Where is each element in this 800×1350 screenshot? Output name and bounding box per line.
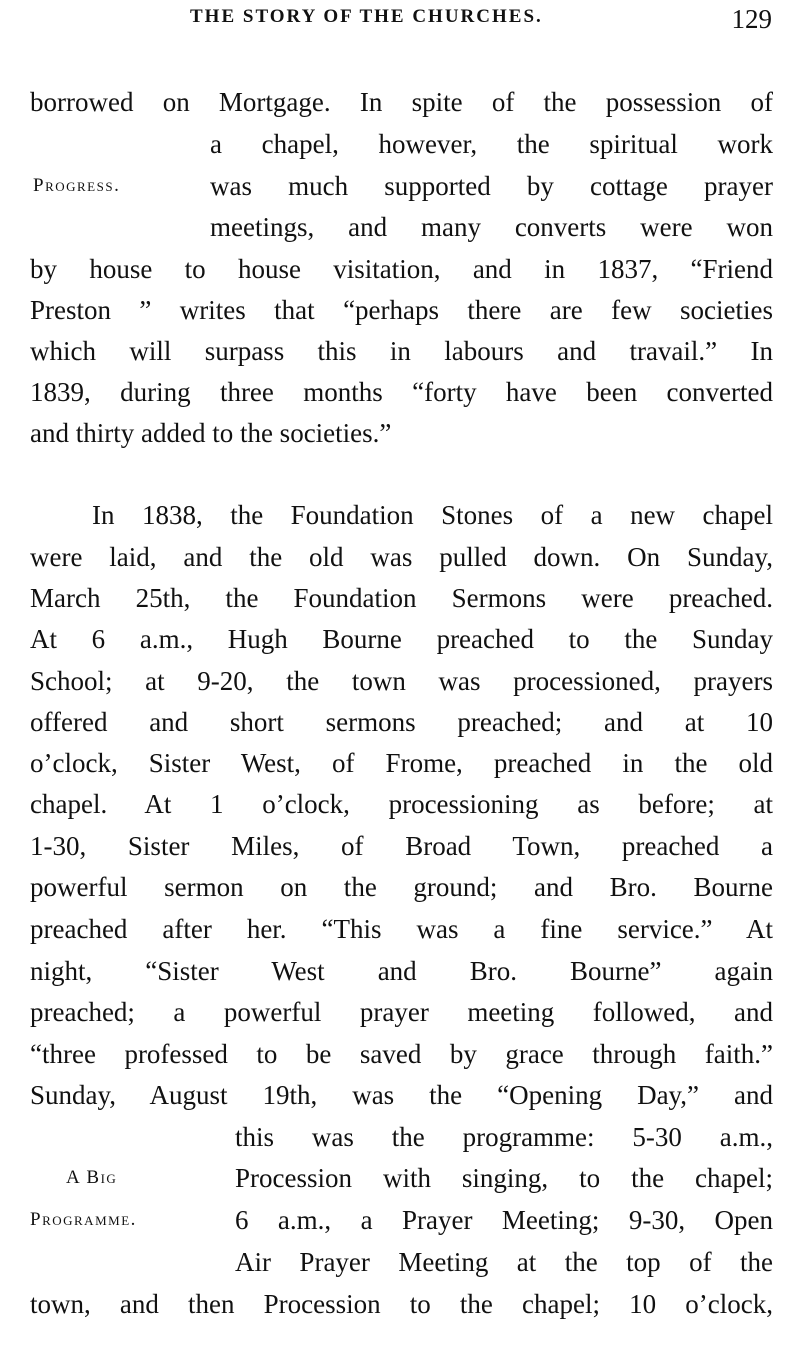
text-line: borrowed on Mortgage. In spite of the possession of: [30, 87, 773, 117]
text-line: night, “Sister West and Bro. Bourne” again: [30, 956, 773, 986]
page-number: 129: [731, 4, 772, 34]
text-line: Sunday, August 19th, was the “Opening Day,” and: [30, 1080, 773, 1110]
text-line: Procession with singing, to the chapel;: [235, 1163, 773, 1193]
text-line: Air Prayer Meeting at the top of the: [235, 1247, 773, 1277]
text-line: At 6 a.m., Hugh Bourne preached to the Sunday: [30, 624, 773, 654]
text-line: o’clock, Sister West, of Frome, preached in the old: [30, 748, 773, 778]
text-line: powerful sermon on the ground; and Bro. Bourne: [30, 872, 773, 902]
text-line: town, and then Procession to the chapel; 10 o’clock,: [30, 1289, 773, 1319]
text-line: chapel. At 1 o’clock, processioning as before; at: [30, 789, 773, 819]
text-line: was much supported by cottage prayer: [210, 171, 773, 201]
text-line: “three professed to be saved by grace through faith.”: [30, 1039, 773, 1069]
text-line: 1-30, Sister Miles, of Broad Town, preached a: [30, 831, 773, 861]
text-line: and thirty added to the societies.”: [30, 418, 392, 448]
running-title: THE STORY OF THE CHURCHES.: [190, 6, 543, 27]
text-line: by house to house visitation, and in 1837, “Friend: [30, 254, 773, 284]
text-line: were laid, and the old was pulled down. On Sunday,: [30, 542, 773, 572]
text-line: In 1838, the Foundation Stones of a new chapel: [92, 500, 773, 530]
text-line: 1839, during three months “forty have been converted: [30, 377, 773, 407]
text-line: this was the programme: 5-30 a.m.,: [235, 1122, 773, 1152]
text-line: preached after her. “This was a fine service.” At: [30, 914, 773, 944]
text-line: School; at 9-20, the town was processioned, prayers: [30, 666, 773, 696]
text-line: March 25th, the Foundation Sermons were preached.: [30, 583, 773, 613]
text-line: a chapel, however, the spiritual work: [210, 129, 773, 159]
margin-note-progress: Progress.: [33, 175, 121, 196]
text-line: Preston ” writes that “perhaps there are few societies: [30, 295, 773, 325]
margin-note-big: A Big: [66, 1167, 118, 1188]
margin-note-programme: Programme.: [30, 1209, 137, 1230]
text-line: preached; a powerful prayer meeting followed, and: [30, 997, 773, 1027]
text-line: 6 a.m., a Prayer Meeting; 9-30, Open: [235, 1205, 773, 1235]
text-line: meetings, and many converts were won: [210, 212, 773, 242]
text-line: which will surpass this in labours and travail.” In: [30, 336, 773, 366]
text-line: offered and short sermons preached; and at 10: [30, 707, 773, 737]
